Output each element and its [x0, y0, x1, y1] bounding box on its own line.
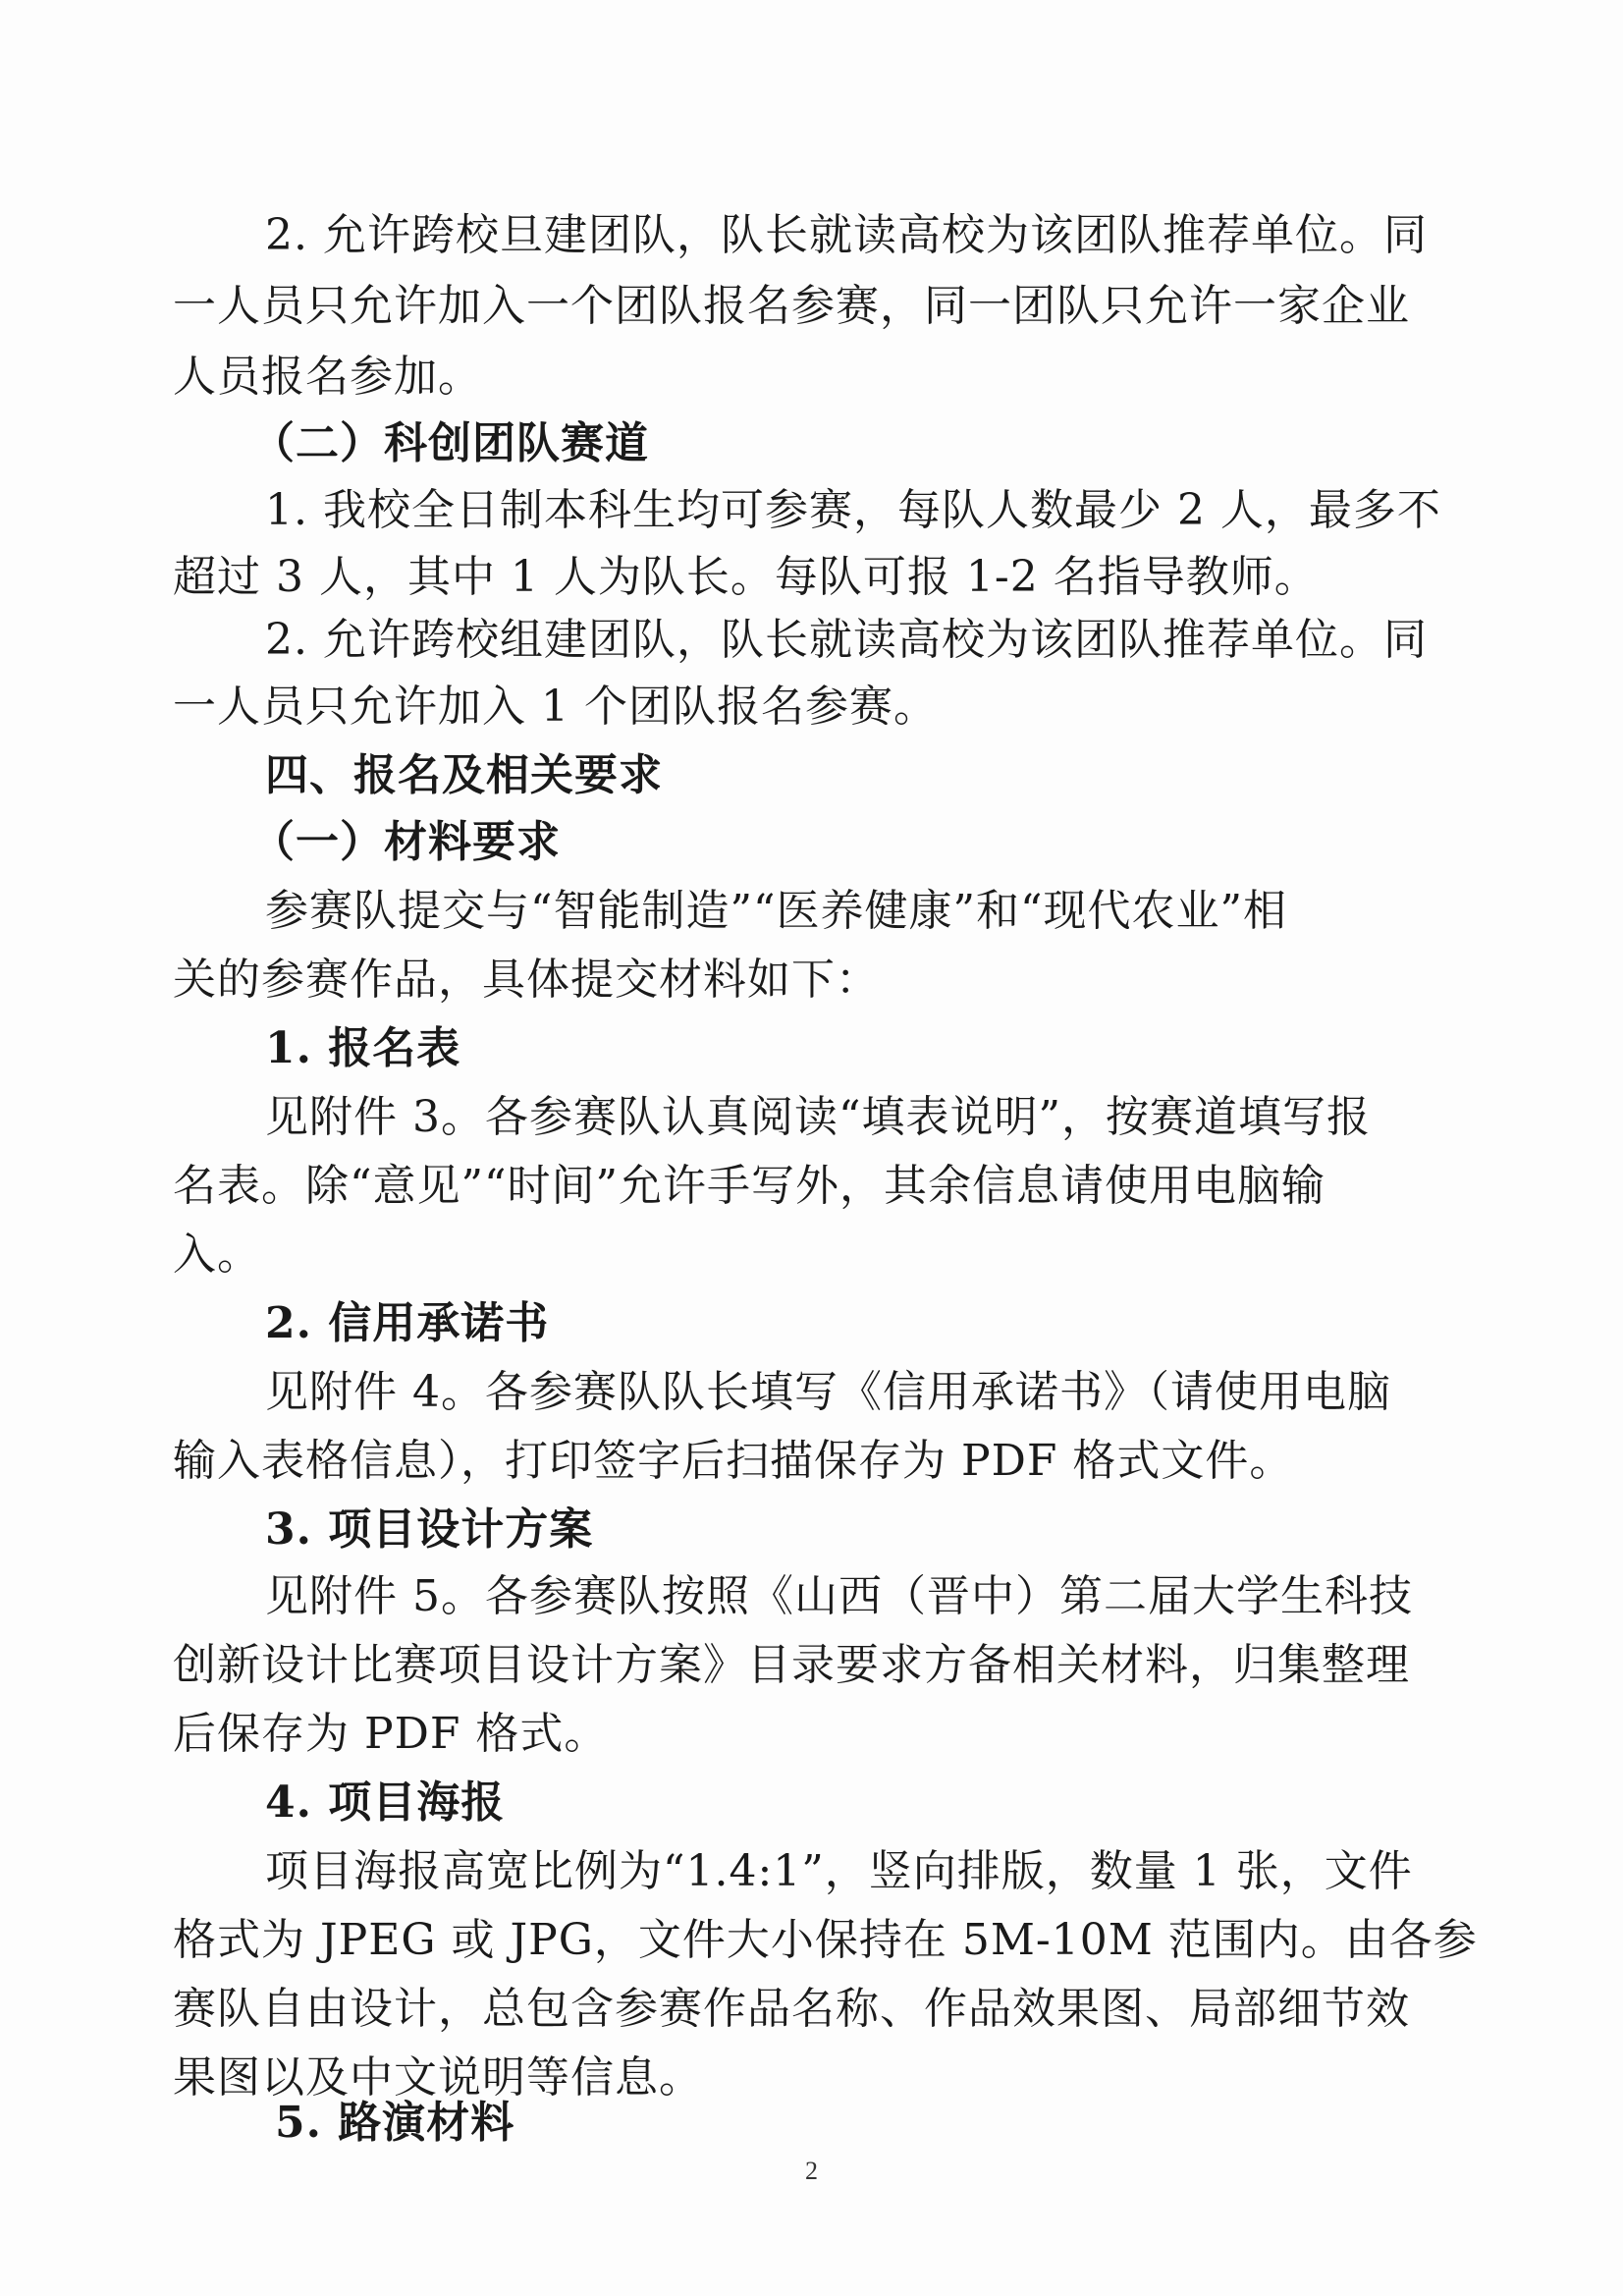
text-line: 后保存为 PDF 格式。 — [173, 1709, 609, 1759]
page-number: 2 — [805, 2157, 818, 2185]
text-line: 见附件 3。各参赛队认真阅读“填表说明”，按赛道填写报 — [265, 1092, 1371, 1142]
item-heading-2: 2. 信用承诺书 — [265, 1298, 550, 1348]
text-line: 关的参赛作品，具体提交材料如下： — [173, 955, 880, 1005]
text-line: 见附件 5。各参赛队按照《山西（晋中）第二届大学生科技 — [265, 1571, 1413, 1621]
text-line: 超过 3 人，其中 1 人为队长。每队可报 1-2 名指导教师。 — [173, 552, 1319, 602]
text-line: 1. 我校全日制本科生均可参赛，每队人数最少 2 人，最多不 — [265, 485, 1441, 535]
text-line: 赛队自由设计，总包含参赛作品名称、作品效果图、局部细节效 — [173, 1984, 1410, 2034]
text-line: 创新设计比赛项目设计方案》目录要求方备相关材料，归集整理 — [173, 1640, 1410, 1690]
text-line: 果图以及中文说明等信息。 — [173, 2052, 703, 2103]
text-line: 名表。除“意见”“时间”允许手写外，其余信息请使用电脑输 — [173, 1161, 1325, 1211]
text-line: 2. 允许跨校旦建团队，队长就读高校为该团队推荐单位。同 — [265, 210, 1428, 260]
item-heading-4: 4. 项目海报 — [265, 1777, 506, 1828]
item-heading-5: 5. 路演材料 — [275, 2098, 515, 2148]
subheading-track2: （二）科创团队赛道 — [251, 418, 649, 468]
text-line: 2. 允许跨校组建团队，队长就读高校为该团队推荐单位。同 — [265, 615, 1428, 665]
text-line: 入。 — [173, 1230, 261, 1280]
text-line: 格式为 JPEG 或 JPG，文件大小保持在 5M-10M 范围内。由各参 — [173, 1915, 1478, 1965]
section-heading-4: 四、报名及相关要求 — [265, 750, 663, 800]
text-line: 一人员只允许加入一个团队报名参赛，同一团队只允许一家企业 — [173, 281, 1410, 331]
text-line: 见附件 4。各参赛队队长填写《信用承诺书》（请使用电脑 — [265, 1367, 1391, 1417]
item-heading-1: 1. 报名表 — [265, 1023, 461, 1073]
text-line: 输入表格信息），打印签字后扫描保存为 PDF 格式文件。 — [173, 1436, 1294, 1486]
text-line: 参赛队提交与“智能制造”“医养健康”和“现代农业”相 — [265, 886, 1287, 936]
text-line: 一人员只允许加入 1 个团队报名参赛。 — [173, 682, 938, 732]
text-line: 项目海报高宽比例为“1.4:1”，竖向排版，数量 1 张，文件 — [265, 1846, 1413, 1896]
subheading-materials: （一）材料要求 — [251, 817, 561, 867]
item-heading-3: 3. 项目设计方案 — [265, 1504, 594, 1555]
text-line: 人员报名参加。 — [173, 352, 482, 402]
